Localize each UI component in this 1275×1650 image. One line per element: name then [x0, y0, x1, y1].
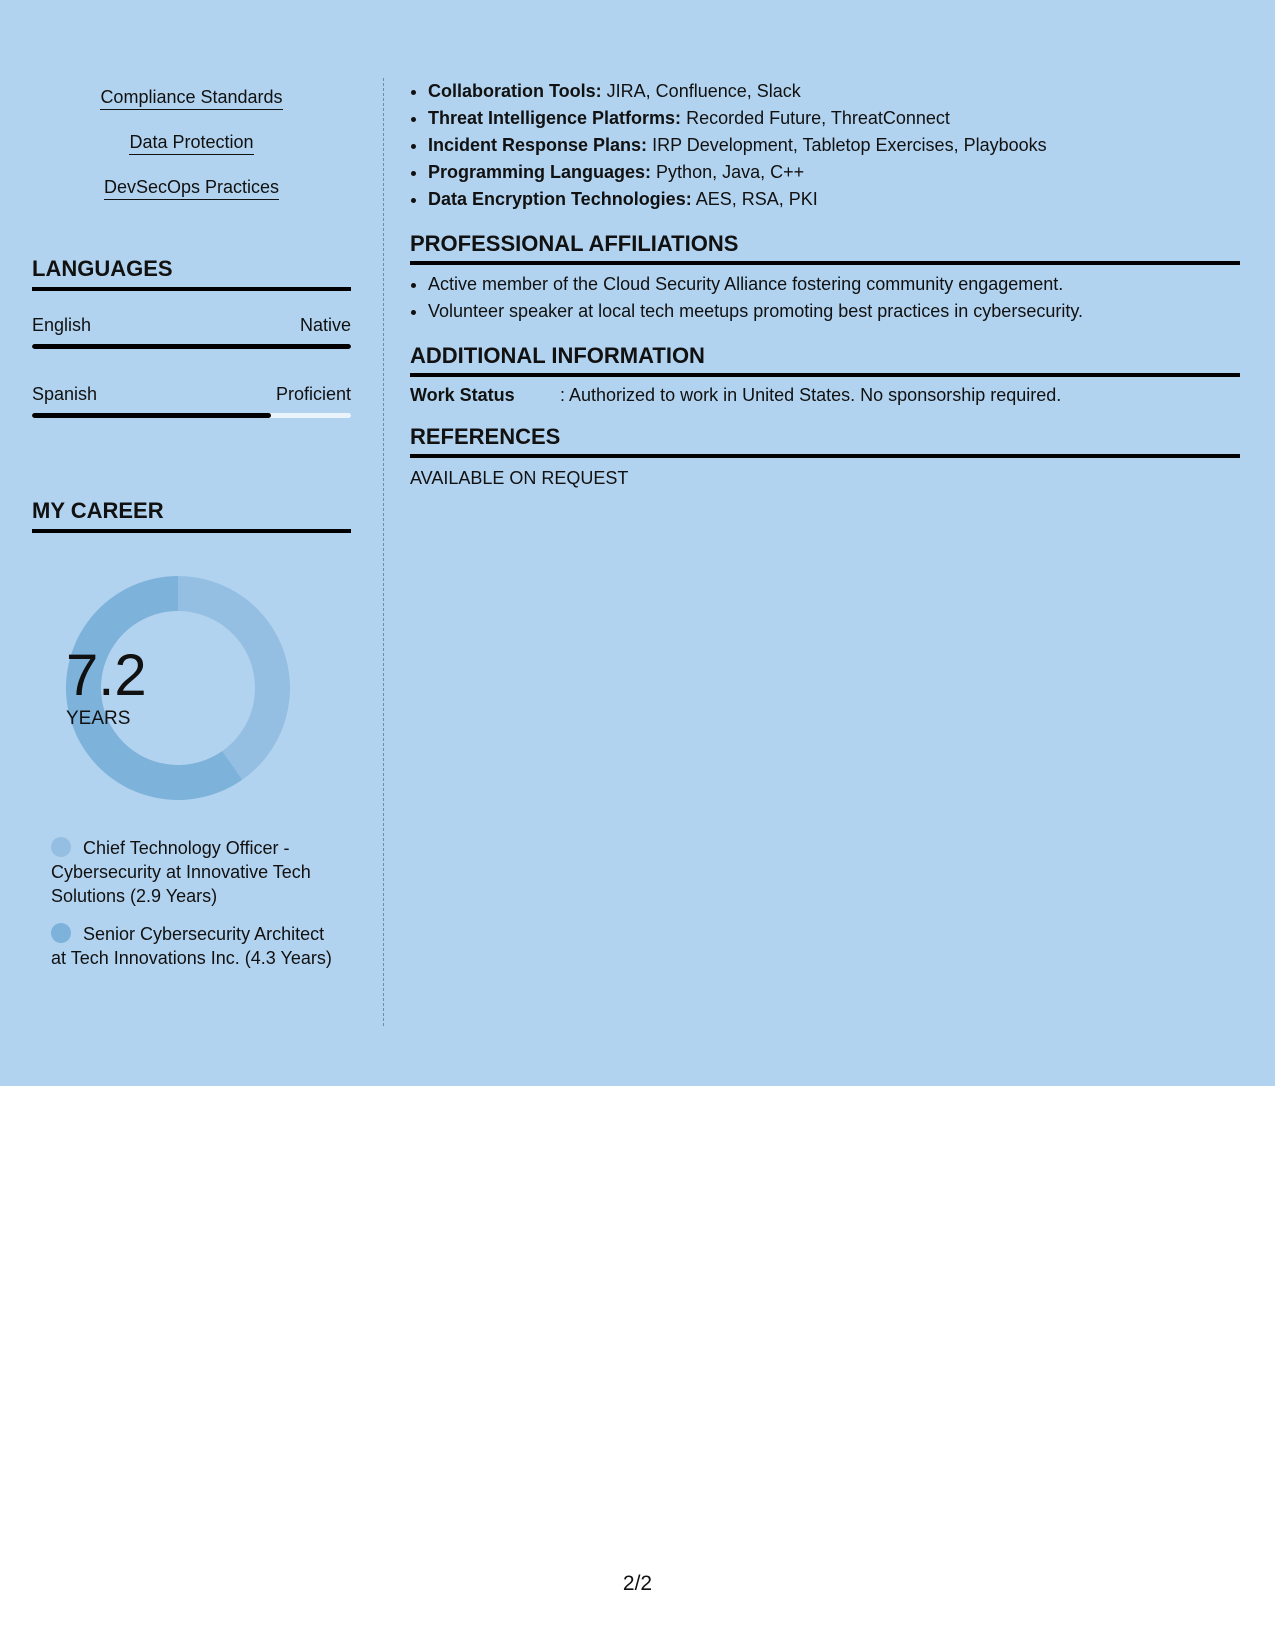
- language-row: [32, 383, 351, 405]
- affiliations-heading: PROFESSIONAL AFFILIATIONS: [410, 231, 1240, 265]
- skill-label: Collaboration Tools:: [428, 81, 602, 101]
- column-divider: [383, 78, 384, 1026]
- language-bar-track: [32, 413, 351, 418]
- skill-value: JIRA, Confluence, Slack: [606, 81, 801, 101]
- list-item: [428, 159, 1258, 186]
- affiliations-list: [410, 271, 1258, 325]
- legend-item: [51, 922, 341, 970]
- skill-item: DevSecOps Practices: [104, 176, 279, 200]
- additional-info-heading: ADDITIONAL INFORMATION: [410, 343, 1240, 377]
- skill-label: Incident Response Plans:: [428, 135, 648, 155]
- skill-value: AES, RSA, PKI: [695, 189, 818, 209]
- career-unit: YEARS: [66, 708, 131, 729]
- skill-value: IRP Development, Tabletop Exercises, Playbooks: [652, 135, 1047, 155]
- tech-skills-list: [410, 78, 1258, 213]
- career-heading: MY CAREER: [32, 498, 351, 533]
- legend-dot: [51, 837, 71, 857]
- career-donut: [66, 576, 290, 800]
- page-number: 2/2: [622, 1572, 653, 1595]
- language-bar-fill: [32, 413, 271, 418]
- skill-label: Programming Languages:: [428, 162, 652, 182]
- skill-value: Recorded Future, ThreatConnect: [686, 108, 950, 128]
- list-item: [428, 105, 1258, 132]
- list-item: • Active member of the Cloud Security Alliance fostering community engagement.: [428, 271, 1258, 298]
- work-status-row: [410, 384, 1240, 406]
- language-name: Spanish: [32, 384, 98, 404]
- references-text: AVAILABLE ON REQUEST: [410, 468, 629, 488]
- skill-label: Data Encryption Technologies:: [428, 189, 692, 209]
- language-level: Proficient: [275, 384, 351, 404]
- skill-label: Threat Intelligence Platforms:: [428, 108, 682, 128]
- legend-label: Chief Technology Officer - Cybersecurity at Innovative Tech Solutions (2.9 Years): [51, 838, 311, 906]
- legend-dot: [51, 923, 71, 943]
- legend-label: Senior Cybersecurity Architect at Tech Innovations Inc. (4.3 Years): [51, 924, 332, 968]
- list-item: [428, 78, 1258, 105]
- language-name: English: [32, 315, 92, 335]
- skills-list: [32, 86, 351, 221]
- languages-heading: LANGUAGES: [32, 256, 351, 291]
- list-item: [428, 132, 1258, 159]
- work-status-label: Work Status: [410, 385, 515, 405]
- language-bar-fill: [32, 344, 351, 349]
- list-item: [428, 186, 1258, 213]
- language-bar-track: [32, 344, 351, 349]
- work-status-value: : Authorized to work in United States. No sponsorship required.: [560, 385, 1062, 405]
- language-row: [32, 314, 351, 336]
- skill-item: Data Protection: [129, 131, 253, 155]
- skill-item: Compliance Standards: [100, 86, 282, 110]
- career-legend: [51, 836, 341, 984]
- references-heading: REFERENCES: [410, 424, 1240, 458]
- skill-value: Python, Java, C++: [656, 162, 805, 182]
- language-level: Native: [299, 315, 351, 335]
- career-total: 7.2: [66, 643, 147, 708]
- legend-item: [51, 836, 341, 908]
- list-item: • Volunteer speaker at local tech meetups promoting best practices in cybersecurity.: [428, 298, 1258, 325]
